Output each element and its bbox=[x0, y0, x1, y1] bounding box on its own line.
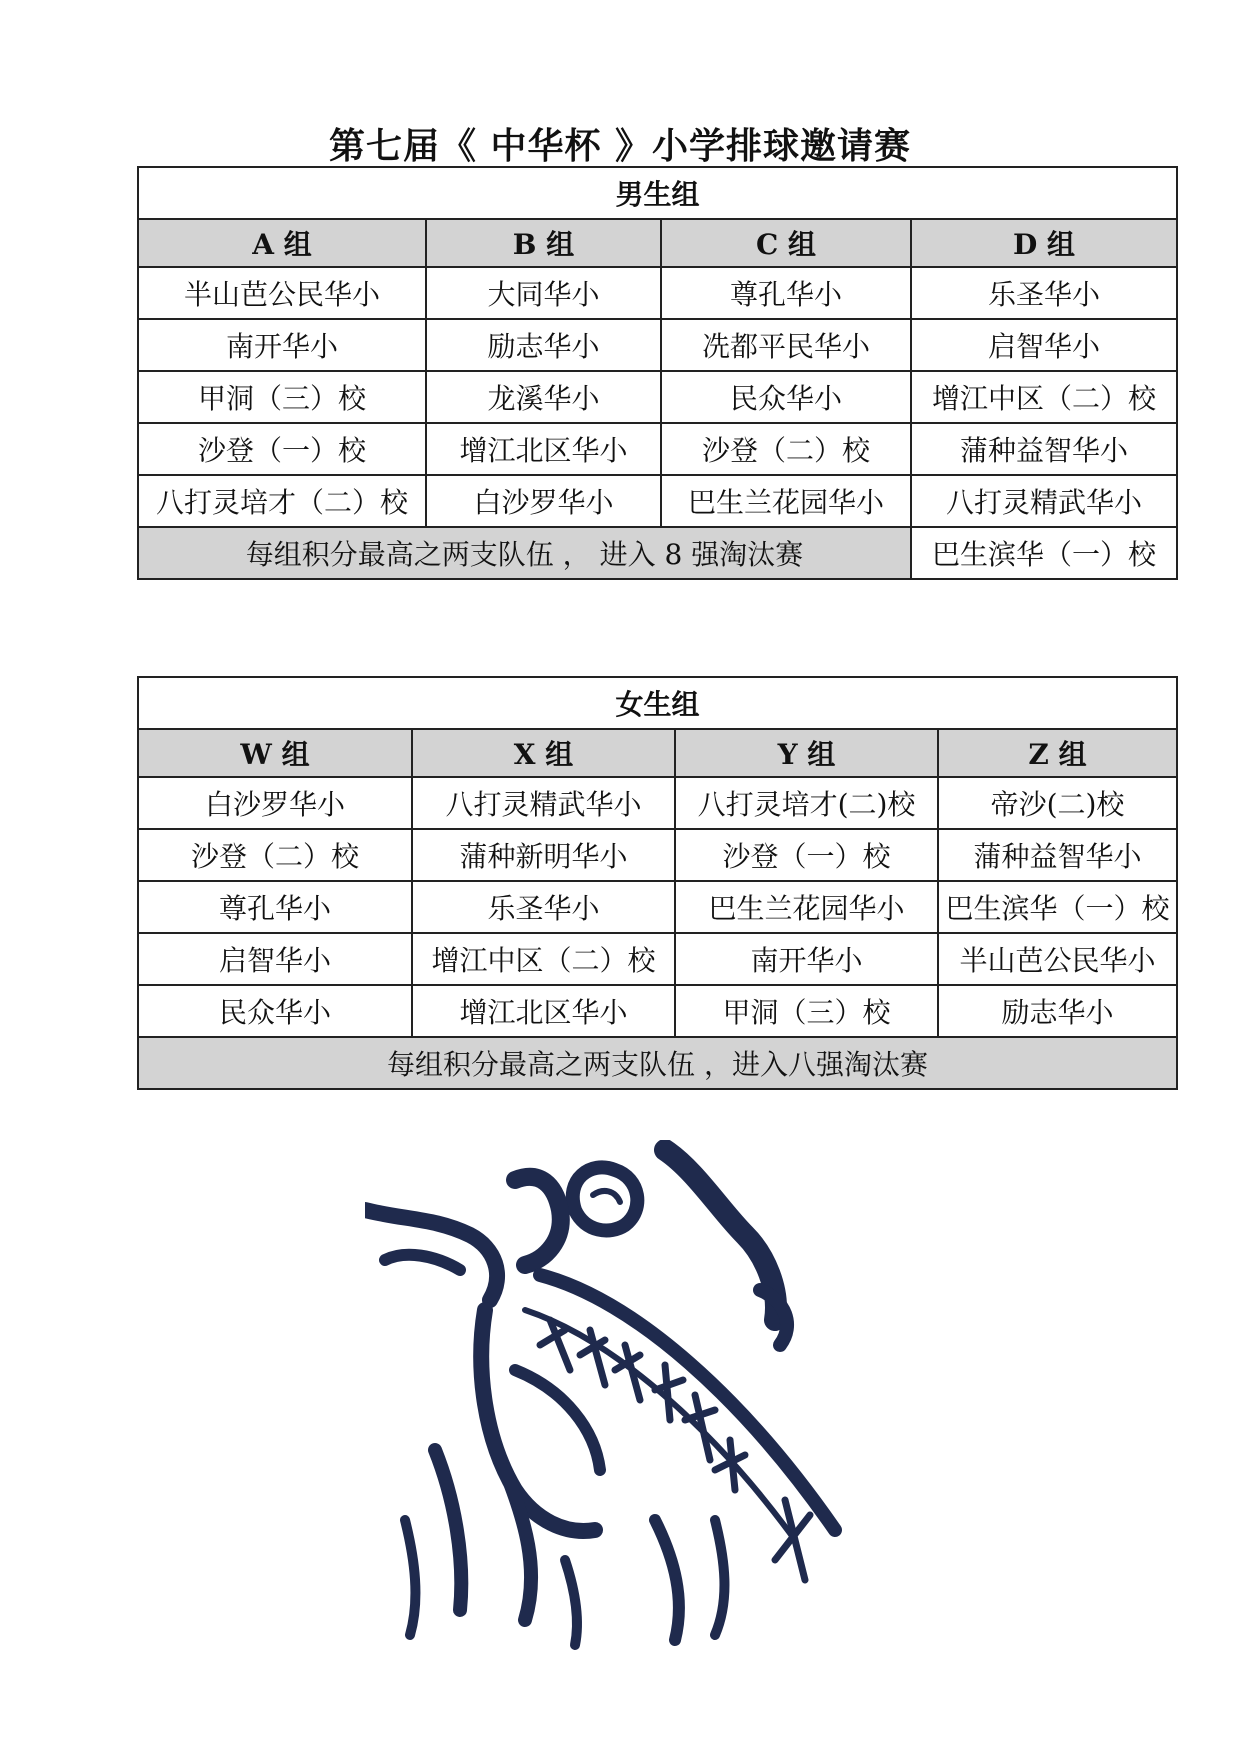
table-row bbox=[138, 777, 1177, 829]
team-cell: 龙溪华小 bbox=[426, 371, 661, 423]
team-cell: 启智华小 bbox=[138, 933, 412, 985]
team-cell: 蒲种新明华小 bbox=[412, 829, 675, 881]
page-title: 第七届《 中华杯 》小学排球邀请赛 bbox=[328, 125, 912, 167]
table-row bbox=[138, 985, 1177, 1037]
table-row bbox=[138, 527, 1177, 579]
team-cell: 八打灵精武华小 bbox=[412, 777, 675, 829]
group-header: X 组 bbox=[412, 729, 675, 777]
team-cell: 增江中区（二）校 bbox=[911, 371, 1177, 423]
group-header: Z 组 bbox=[938, 729, 1177, 777]
table-row bbox=[138, 881, 1177, 933]
team-cell: 沙登（二）校 bbox=[661, 423, 911, 475]
group-header: Y 组 bbox=[675, 729, 938, 777]
team-cell: 甲洞（三）校 bbox=[675, 985, 938, 1037]
team-cell: 巴生滨华（一）校 bbox=[938, 881, 1177, 933]
boys-caption: 男生组 bbox=[138, 167, 1177, 219]
girls-group-table bbox=[137, 676, 1178, 1090]
team-cell: 增江中区（二）校 bbox=[412, 933, 675, 985]
team-cell: 白沙罗华小 bbox=[426, 475, 661, 527]
group-header: C 组 bbox=[661, 219, 911, 267]
boys-group-table bbox=[137, 166, 1178, 580]
team-cell: 巴生兰花园华小 bbox=[661, 475, 911, 527]
team-cell: 八打灵精武华小 bbox=[911, 475, 1177, 527]
group-header: A 组 bbox=[138, 219, 426, 267]
team-cell: 乐圣华小 bbox=[412, 881, 675, 933]
team-cell: 南开华小 bbox=[675, 933, 938, 985]
team-cell: 尊孔华小 bbox=[661, 267, 911, 319]
team-cell: 南开华小 bbox=[138, 319, 426, 371]
group-header: D 组 bbox=[911, 219, 1177, 267]
team-cell: 沙登（一）校 bbox=[138, 423, 426, 475]
table-row bbox=[138, 933, 1177, 985]
team-cell: 民众华小 bbox=[661, 371, 911, 423]
group-header: W 组 bbox=[138, 729, 412, 777]
team-cell: 沙登（一）校 bbox=[675, 829, 938, 881]
team-cell: 大同华小 bbox=[426, 267, 661, 319]
table-row bbox=[138, 267, 1177, 319]
team-cell: 尊孔华小 bbox=[138, 881, 412, 933]
team-cell: 增江北区华小 bbox=[412, 985, 675, 1037]
qualification-note: 每组积分最高之两支队伍 ，进入八强淘汰赛 bbox=[138, 1037, 1177, 1089]
team-cell: 白沙罗华小 bbox=[138, 777, 412, 829]
team-cell: 蒲种益智华小 bbox=[938, 829, 1177, 881]
team-cell: 沙登（二）校 bbox=[138, 829, 412, 881]
team-cell: 甲洞（三）校 bbox=[138, 371, 426, 423]
qualification-note: 每组积分最高之两支队伍 ， 进入 8 强淘汰赛 bbox=[138, 527, 911, 579]
table-row bbox=[138, 423, 1177, 475]
team-cell: 巴生滨华（一）校 bbox=[911, 527, 1177, 579]
team-cell: 巴生兰花园华小 bbox=[675, 881, 938, 933]
team-cell: 半山芭公民华小 bbox=[938, 933, 1177, 985]
team-cell: 八打灵培才(二)校 bbox=[675, 777, 938, 829]
team-cell: 励志华小 bbox=[938, 985, 1177, 1037]
team-cell: 八打灵培才（二）校 bbox=[138, 475, 426, 527]
table-row bbox=[138, 475, 1177, 527]
girls-caption: 女生组 bbox=[138, 677, 1177, 729]
team-cell: 帝沙(二)校 bbox=[938, 777, 1177, 829]
team-cell: 增江北区华小 bbox=[426, 423, 661, 475]
team-cell: 乐圣华小 bbox=[911, 267, 1177, 319]
team-cell: 冼都平民华小 bbox=[661, 319, 911, 371]
table-row bbox=[138, 319, 1177, 371]
table-row bbox=[138, 1037, 1177, 1089]
volleyball-player-brush-icon bbox=[365, 1140, 905, 1655]
table-row bbox=[138, 371, 1177, 423]
team-cell: 半山芭公民华小 bbox=[138, 267, 426, 319]
team-cell: 民众华小 bbox=[138, 985, 412, 1037]
team-cell: 启智华小 bbox=[911, 319, 1177, 371]
group-header: B 组 bbox=[426, 219, 661, 267]
team-cell: 蒲种益智华小 bbox=[911, 423, 1177, 475]
table-row bbox=[138, 829, 1177, 881]
team-cell: 励志华小 bbox=[426, 319, 661, 371]
